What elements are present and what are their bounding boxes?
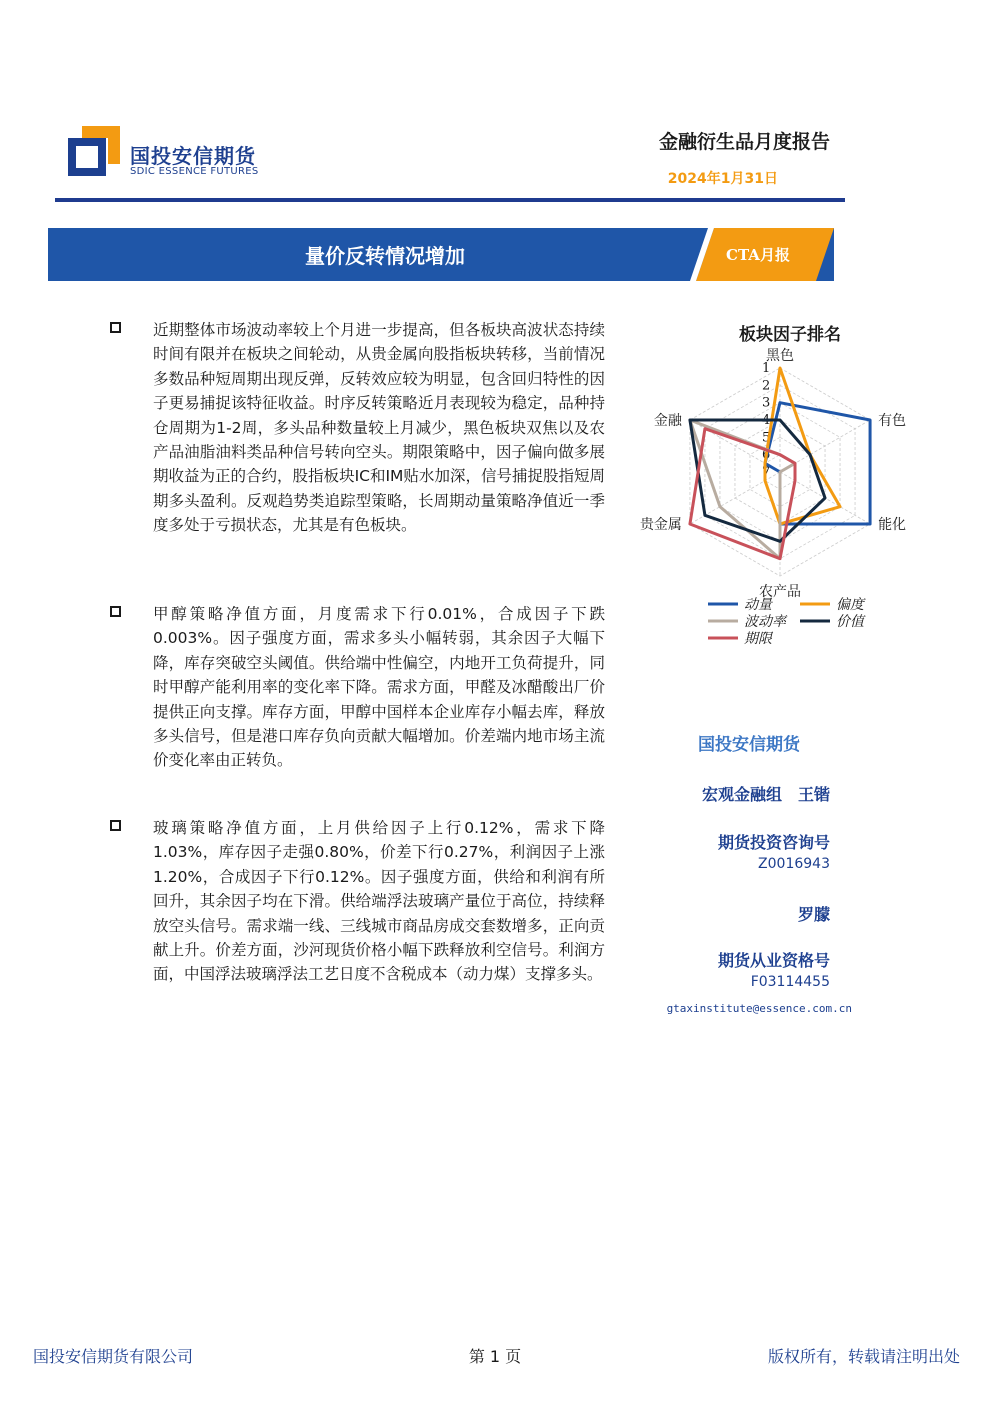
footer-company: 国投安信期货有限公司 xyxy=(33,1347,194,1366)
radar-axis-label: 黑色 xyxy=(766,348,794,364)
radar-scale-label: 5 xyxy=(762,430,771,446)
report-date: 2024年1月31日 xyxy=(667,171,778,187)
legend-label: 波动率 xyxy=(744,614,786,630)
report-category-tag: CTA月报 xyxy=(726,246,790,264)
bullet-square-icon xyxy=(110,820,121,831)
legend-label: 期限 xyxy=(744,631,772,647)
bullet-square-icon xyxy=(110,606,121,617)
analyst-team-name: 宏观金融组 王锴 xyxy=(701,785,830,804)
page-number: 第 1 页 xyxy=(468,1347,522,1366)
legend-label: 偏度 xyxy=(836,597,864,613)
report-headline: 量价反转情况增加 xyxy=(305,244,465,268)
contact-email[interactable]: gtaxinstitute@essence.com.cn xyxy=(666,1002,852,1015)
radar-axis-label: 金融 xyxy=(653,413,682,429)
radar-scale-label: 2 xyxy=(762,378,771,394)
legend-label: 动量 xyxy=(744,597,772,613)
logo-text-en: SDIC ESSENCE FUTURES xyxy=(130,166,259,177)
radar-scale-label: 6 xyxy=(762,447,771,463)
radar-scale-label: 3 xyxy=(762,395,771,411)
sector-factor-radar-chart xyxy=(640,340,920,650)
license-number-practice: F03114455 xyxy=(750,974,830,990)
chart-title: 板块因子排名 xyxy=(739,325,841,345)
bullet-square-icon xyxy=(110,322,121,333)
legend-label: 价值 xyxy=(836,614,864,630)
radar-axis-label: 有色 xyxy=(878,413,907,429)
footer-copyright: 版权所有，转载请注明出处 xyxy=(767,1347,960,1366)
company-logo-mark xyxy=(68,126,120,178)
logo-text-cn: 国投安信期货 xyxy=(130,144,256,168)
license-label-consulting: 期货投资咨询号 xyxy=(717,833,830,852)
radar-axis-label: 能化 xyxy=(878,517,907,533)
summary-paragraph-market: 近期整体市场波动率较上个月进一步提高，但各板块高波状态持续时间有限并在板块之间轮动，从贵金属向股指板块转移，当前情况多数品种短周期出现反弹，反转效应较为明显，包含回归特性的因子更易捕捉该特征收益。时序反转策略近月表现较为稳定，品种持仓周期为1-2周，多头品种数量较上月减少，黑色板块双焦以及农产品油脂油料类品种信号转向空头。期限策略中，因子偏向做多展期收益为正的合约，股指板块IC和IM贴水加深，信号捕捉股指短周期多头盈利。反观趋势类追踪型策略，长周期动量策略净值近一季度多处于亏损状态，尤其是有色板块。 xyxy=(153,321,605,535)
report-type-title: 金融衍生品月度报告 xyxy=(658,131,830,153)
radar-scale-label: 7 xyxy=(762,465,771,480)
radar-scale-label: 4 xyxy=(762,413,771,428)
analyst-company: 国投安信期货 xyxy=(698,735,800,755)
summary-paragraph-methanol: 甲醇策略净值方面，月度需求下行0.01%，合成因子下跌0.003%。因子强度方面，需求多头小幅转弱，其余因子大幅下降，库存突破空头阈值。供给端中性偏空，内地开工负荷提升，同时甲醇产能利用率的变化率下降。需求方面，甲醛及冰醋酸出厂价提供正向支撑。库存方面，甲醇中国样本企业库存小幅去库，释放多头信号，但是港口库存负向贡献大幅增加。价差端内地市场主流价变化率由正转负。 xyxy=(153,605,605,770)
summary-paragraph-glass: 玻璃策略净值方面，上月供给因子上行0.12%，需求下降1.03%，库存因子走强0.80%，价差下行0.27%，利润因子上涨1.20%，合成因子下行0.12%。因子强度方面，供给和利润有所回升，其余因子均在下滑。供给端浮法玻璃产量位于高位，持续释放空头信号。需求端一线、三线城市商品房成交套数增多，正向贡献上升。价差方面，沙河现货价格小幅下跌释放利空信号。利润方面，中国浮法玻璃浮法工艺日度不含税成本（动力煤）支撑多头。 xyxy=(153,819,605,984)
radar-axis-label: 贵金属 xyxy=(640,517,682,533)
header-divider xyxy=(55,198,845,202)
license-number-consulting: Z0016943 xyxy=(758,856,830,872)
radar-axis-label: 农产品 xyxy=(759,584,801,600)
license-label-practice: 期货从业资格号 xyxy=(717,951,830,970)
analyst-name-2: 罗朦 xyxy=(797,905,830,924)
radar-scale-label: 1 xyxy=(762,361,771,376)
